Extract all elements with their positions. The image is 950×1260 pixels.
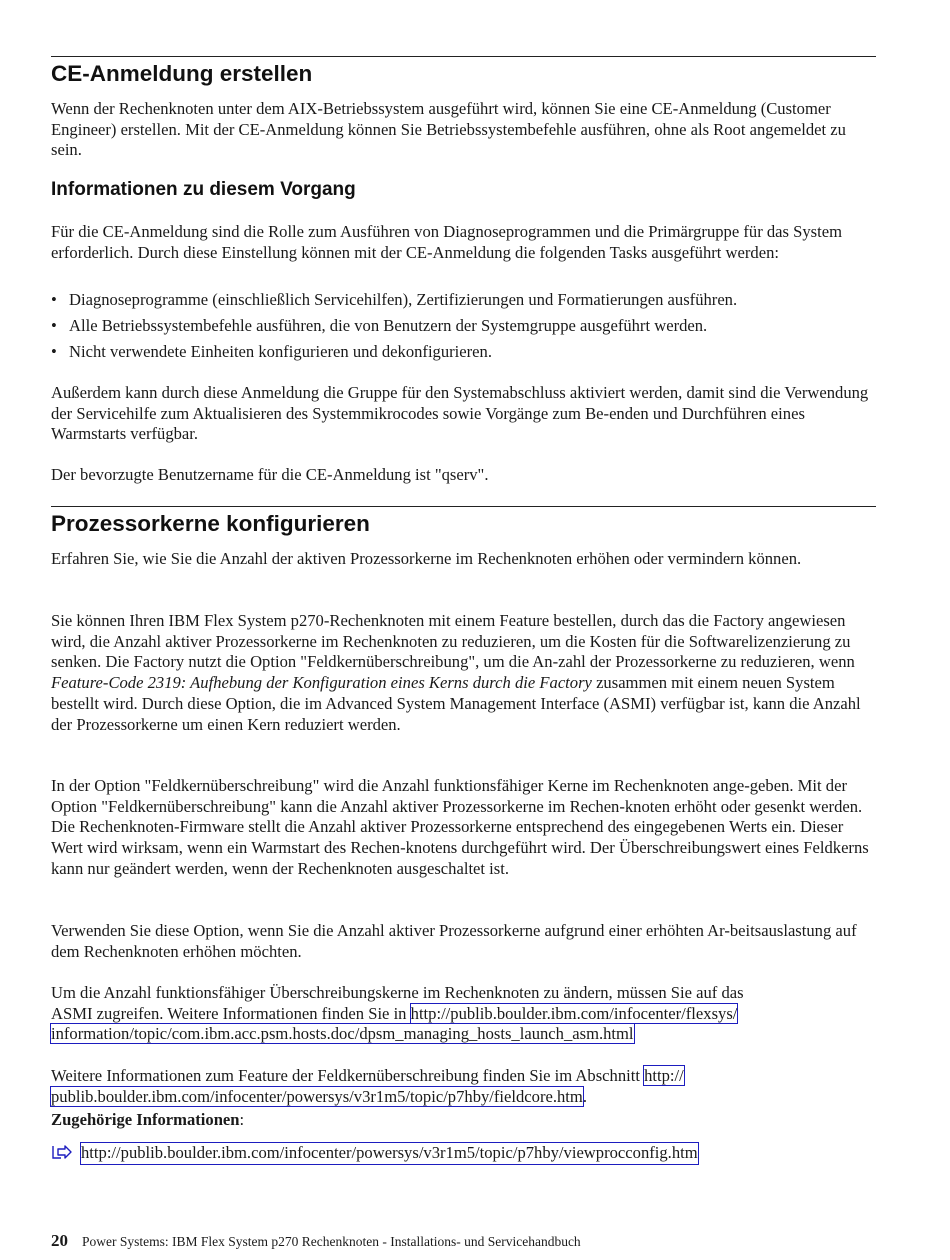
task-list bbox=[51, 290, 876, 368]
asmi-paragraph: Um die Anzahl funktionsfähiger Überschreibungskerne im Rechenknoten zu ändern, müssen Sie auf das ASMI zugreifen. Weitere Informationen finden Sie in http://publib.boulder.ibm.com/infocenter/flexsys/ information/topic/com.ibm.acc.psm.hosts.doc/dpsm_managing_hosts_launch_asm.html bbox=[51, 983, 744, 1044]
footer-text: Power Systems: IBM Flex System p270 Rechenknoten - Installations- und Servicehandbuch bbox=[82, 1234, 581, 1249]
bullet-icon: • bbox=[51, 290, 57, 309]
username-paragraph: Der bevorzugte Benutzername für die CE-Anmeldung ist "qserv". bbox=[51, 465, 489, 484]
asmi-info-link[interactable]: http://publib.boulder.ibm.com/infocenter/flexsys/ bbox=[410, 1003, 738, 1023]
view-proc-config-link[interactable]: http://publib.boulder.ibm.com/infocenter/powersys/v3r1m5/topic/p7hby/viewprocconfig.htm bbox=[81, 1143, 698, 1162]
list-item: • Nicht verwendete Einheiten konfigurieren und dekonfigurieren. bbox=[51, 342, 492, 361]
bullet-icon: • bbox=[51, 316, 57, 335]
related-link-row bbox=[51, 1143, 876, 1167]
intro-paragraph: Wenn der Rechenknoten unter dem AIX-Betriebssystem ausgeführt wird, können Sie eine CE-Anmeldung (Customer Engineer) erstellen. Mit der CE-Anmeldung können Sie Betriebssystembefehle ausführen, ohne als Root angemeldet zu sein. bbox=[51, 99, 846, 160]
feature-paragraph: Sie können Ihren IBM Flex System p270-Rechenknoten mit einem Feature bestellen, durch das die Factory angewiesen wird, die Anzahl aktiver Prozessorkerne im Rechenknoten zu reduzieren, um die Kosten für die Softwarelizenzierung zu senken. Die Factory nutzt die Option "Feldkernüberschreibung", um die An-zahl der Prozessorkerne zu reduzieren, wenn Feature-Code 2319: Aufhebung der Konfiguration eines Kerns durch die Factory zusammen mit einem neuen System bestellt wird. Durch diese Option, die im Advanced System Management Interface (ASMI) verfügbar ist, kann die Anzahl der Prozessorkerne um einen Kern reduziert werden. bbox=[51, 611, 861, 734]
section-title-ce-login: CE-Anmeldung erstellen bbox=[51, 61, 313, 86]
field-core-paragraph: In der Option "Feldkernüberschreibung" wird die Anzahl funktionsfähiger Kerne im Rechenknoten ange-geben. Mit der Option "Feldkernüberschreibung" kann die Anzahl aktiver Prozessorkerne im Rechen-knoten erhöht oder gesenkt werden. Die Rechenknoten-Firmware stellt die Anzahl aktiver Prozessorkerne entsprechend des eingegebenen Werts ein. Dieser Wert wird wirksam, wenn ein Warmstart des Rechen-knotens durchgeführt wird. Der Überschreibungswert eines Feldkerns kann nur geändert werden, wenn der Rechenknoten ausgeschaltet ist. bbox=[51, 776, 869, 878]
list-item: • Diagnoseprogramme (einschließlich Servicehilfen), Zertifizierungen und Formatierungen ausführen. bbox=[51, 290, 738, 309]
asmi-info-link-continued[interactable]: information/topic/com.ibm.acc.psm.hosts.doc/dpsm_managing_hosts_launch_asm.html bbox=[51, 1024, 634, 1044]
intro-paragraph: Erfahren Sie, wie Sie die Anzahl der aktiven Prozessorkerne im Rechenknoten erhöhen oder vermindern können. bbox=[51, 549, 802, 568]
external-link-arrow-icon bbox=[51, 1143, 73, 1163]
about-paragraph: Für die CE-Anmeldung sind die Rolle zum Ausführen von Diagnoseprogrammen und die Primärgruppe für das System erforderlich. Durch diese Einstellung können mit der CE-Anmeldung die folgenden Tasks ausgeführt werden: bbox=[51, 222, 842, 262]
section-divider bbox=[51, 56, 876, 57]
list-item: • Alle Betriebssystembefehle ausführen, die von Benutzern der Systemgruppe ausgeführt werden. bbox=[51, 316, 708, 335]
fieldcore-link[interactable]: http:// bbox=[644, 1066, 684, 1085]
section-divider bbox=[51, 506, 876, 507]
bullet-icon: • bbox=[51, 342, 57, 361]
fieldcore-link-continued[interactable]: publib.boulder.ibm.com/infocenter/powersys/v3r1m5/topic/p7hby/fieldcore.htm bbox=[51, 1086, 583, 1106]
shutdown-group-paragraph: Außerdem kann durch diese Anmeldung die Gruppe für den Systemabschluss aktiviert werden, damit sind die Verwendung der Servicehilfe zum Aktualisieren des Systemmikrocodes sowie Vorgänge zum Be-enden und Durchführen eines Warmstarts verfügbar. bbox=[51, 383, 869, 444]
page-number: 20 bbox=[51, 1231, 68, 1250]
workload-paragraph: Verwenden Sie diese Option, wenn Sie die Anzahl aktiver Prozessorkerne aufgrund einer erhöhten Ar-beitsauslastung auf dem Rechenknoten erhöhen möchten. bbox=[51, 921, 857, 961]
related-info-heading: Zugehörige Informationen: bbox=[51, 1110, 245, 1129]
subsection-title: Informationen zu diesem Vorgang bbox=[51, 179, 356, 200]
fieldcore-paragraph: Weitere Informationen zum Feature der Feldkernüberschreibung finden Sie im Abschnitt http:// publib.boulder.ibm.com/infocenter/powersys/v3r1m5/topic/p7hby/fieldcore.htm. bbox=[51, 1066, 684, 1106]
page-footer bbox=[51, 1231, 581, 1251]
section-title-processor-cores: Prozessorkerne konfigurieren bbox=[51, 511, 370, 536]
